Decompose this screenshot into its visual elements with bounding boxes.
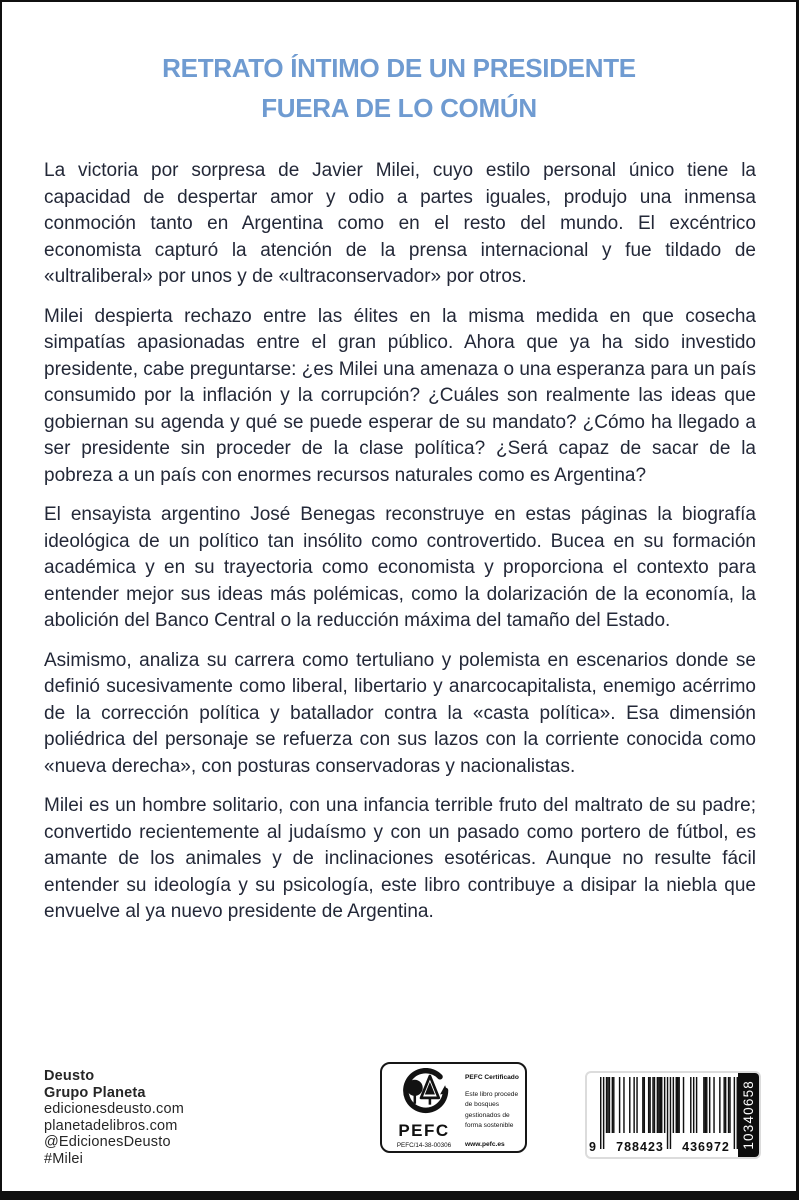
isbn-first-digit: 9 [589, 1140, 597, 1154]
pefc-description: Este libro procede de bosques gestionados de forma sostenible [465, 1091, 519, 1129]
pefc-certification-label [380, 1062, 527, 1153]
cover-title-line1: RETRATO ÍNTIMO DE UN PRESIDENTE [162, 53, 636, 83]
book-back-cover [2, 2, 796, 1191]
pefc-text-column [465, 1068, 520, 1148]
pefc-certified-label: PEFC Certificado [465, 1074, 519, 1081]
publisher-group: Grupo Planeta [44, 1084, 146, 1101]
cover-title-line2: FUERA DE LO COMÚN [261, 93, 537, 123]
isbn-barcode [587, 1073, 759, 1157]
publisher-website-1: edicionesdeusto.com [44, 1101, 185, 1117]
pefc-url: www.pefc.es [465, 1141, 505, 1149]
isbn-left-group: 788423 [616, 1140, 664, 1154]
cover-title [2, 48, 796, 128]
synopsis-paragraph-3: El ensayista argentino José Benegas reconstruye en estas páginas la biografía ideológica de un político tan insólito como controvertido. Bucea en su formación académica y en su trayectoria como economista y proporciona el contexto para entender mejor sus ideas más polémicas, como la dolarización de la economía, la abolición del Banco Central o la reducción máxima del tamaño del Estado. [44, 504, 756, 631]
pefc-logo-column [388, 1068, 460, 1148]
product-code: 10340658 [741, 1080, 756, 1150]
publisher-hashtag: #Milei [44, 1150, 84, 1167]
isbn-right-group: 436972 [682, 1140, 730, 1154]
product-code-strip [738, 1073, 759, 1157]
publisher-social-handle: @EdicionesDeusto [44, 1134, 171, 1150]
barcode-bars-area [587, 1073, 738, 1157]
publisher-imprint: Deusto [44, 1068, 95, 1084]
pefc-trees-icon [397, 1068, 451, 1121]
synopsis-paragraph-5: Milei es un hombre solitario, con una infancia terrible fruto del maltrato de su padre; convertido recientemente al judaísmo y con un pasado como portero de fútbol, es amante de los animales y de inclinaciones esotéricas. Aunque no resulte fácil entender su ideología y su psicología, este libro contribuye a disipar la niebla que envuelve al ya nuevo presidente de Argentina. [44, 795, 756, 922]
synopsis-paragraph-4: Asimismo, analiza su carrera como tertuliano y polemista en escenarios donde se definió sucesivamente como liberal, libertario y anarcocapitalista, enemigo acérrimo de la corrección política y batallador contra la «casta política». Esa dimensión poliédrica del personaje se refuerza con sus lazos con la corriente conocida como «nueva derecha», con posturas conservadoras y nacionalistas. [44, 649, 756, 777]
synopsis-paragraph-2: Milei despierta rechazo entre las élites en la misma medida en que cosecha simpatías apasionadas entre el gran público. Ahora que ya ha sido investido presidente, cabe preguntarse: ¿es Milei una amenaza o una esperanza para un país consumido por la inflación y la corrupción? ¿Cuáles son realmente las ideas que gobiernan su agenda y qué se puede esperar de su mandato? ¿Cómo ha llegado a ser presidente sin proceder de la clase política? ¿Será capaz de sacar de la pobreza a un país con enormes recursos naturales como es Argentina? [44, 305, 756, 486]
pefc-certificate-code: PEFC/14-38-00306 [396, 1141, 452, 1149]
publisher-website-2: planetadelibros.com [44, 1117, 178, 1134]
publisher-block [44, 1068, 184, 1167]
synopsis-paragraph-1: La victoria por sorpresa de Javier Milei, cuyo estilo personal único tiene la capacidad de despertar amor y odio a partes iguales, produjo una inmensa conmoción tanto en Argentina como en el resto del mundo. El excéntrico economista capturó la atención de la prensa internacional y fue tildado de «ultraliberal» por unos y de «ultraconservador» por otros. [44, 160, 756, 287]
pefc-logo-wordmark: PEFC [398, 1121, 450, 1140]
synopsis-text [44, 158, 756, 926]
